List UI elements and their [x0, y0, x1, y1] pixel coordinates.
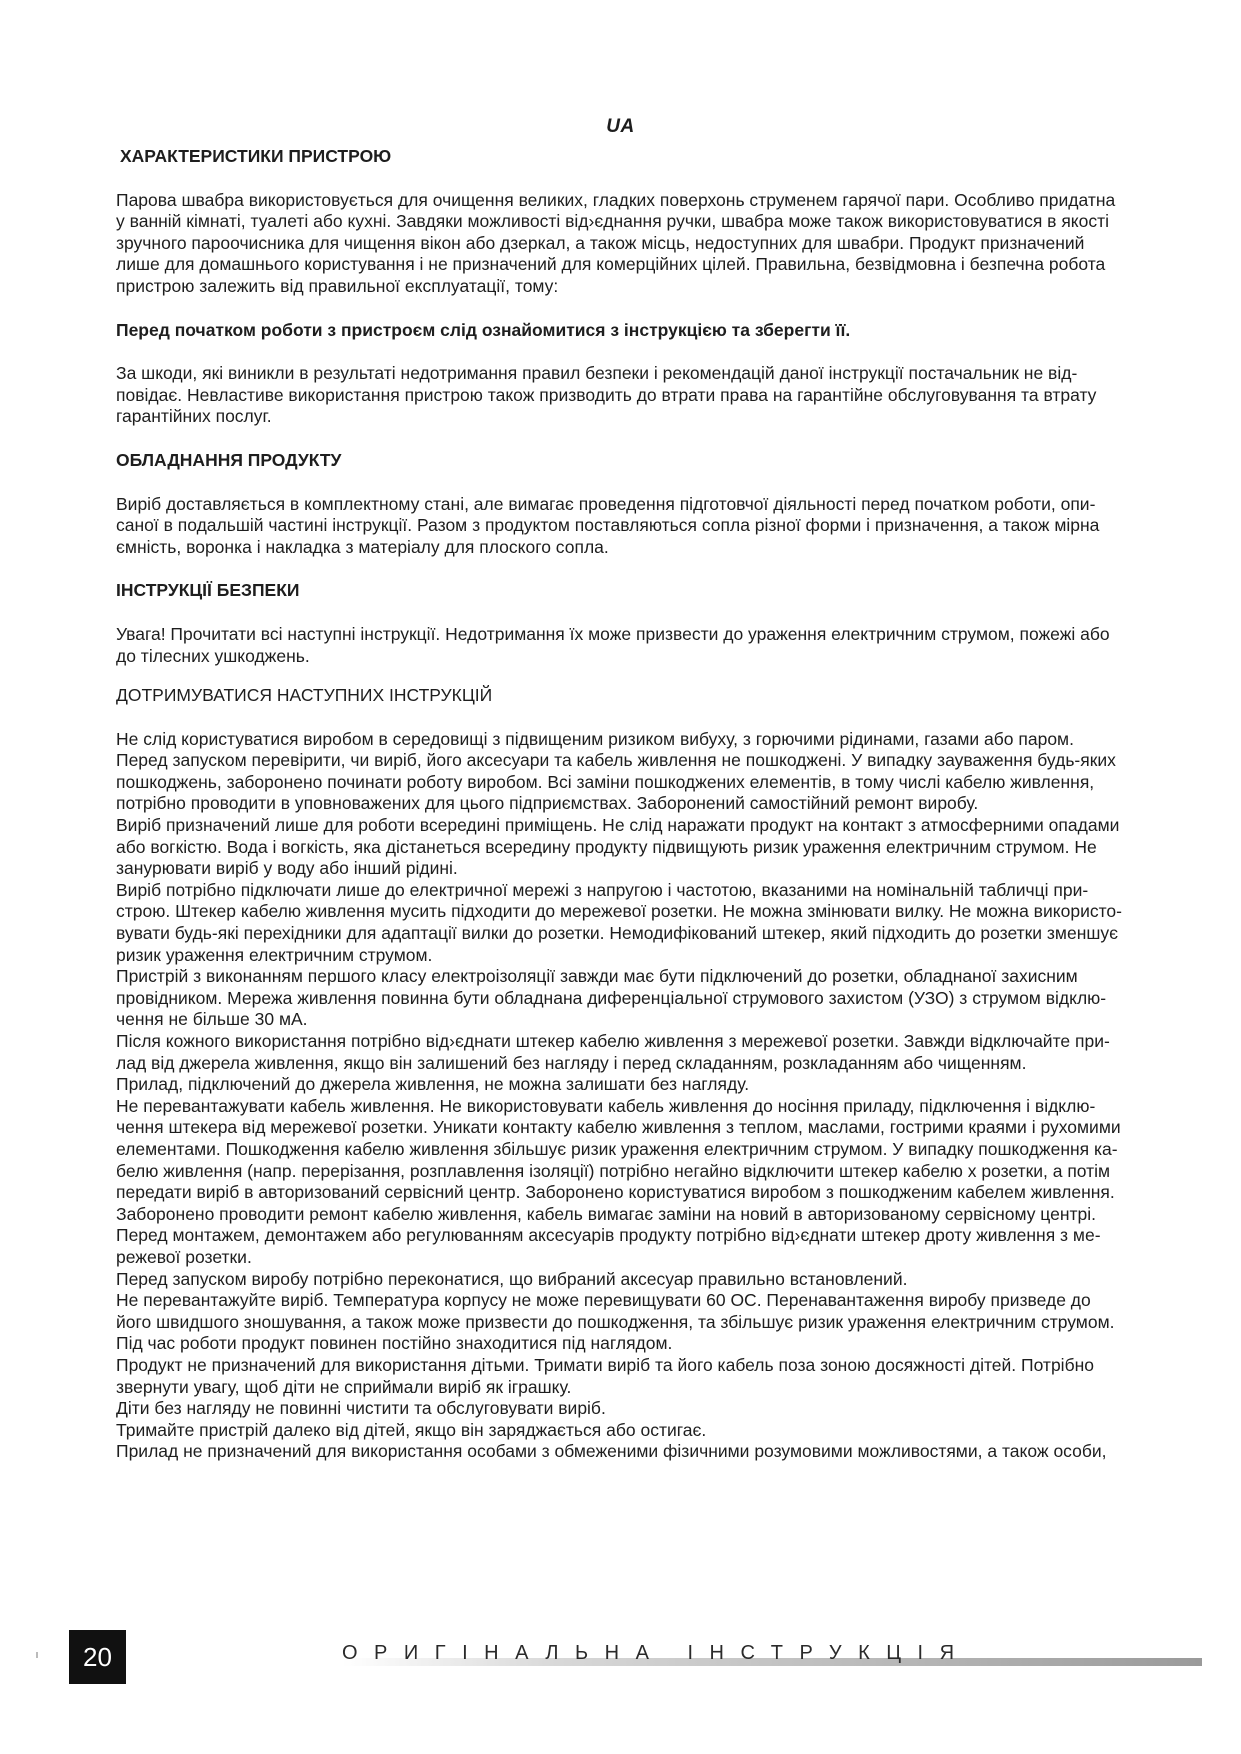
rule-line: вувати будь-які перехідники для адаптації вилки до розетки. Немодифікований штекер, який підходить до розетки зменшує — [116, 923, 1119, 944]
liability-paragraph — [116, 363, 1146, 428]
safety-subtitle: ДОТРИМУВАТИСЯ НАСТУПНИХ ІНСТРУКЦІЙ — [116, 685, 493, 706]
rule-line: його швидшого зношування, а також може призвести до пошкодження, та збільшує ризик ураження електричним струмом. — [116, 1311, 1115, 1332]
document-body — [116, 146, 1146, 1463]
text-line: Увага! Прочитати всі наступні інструкції. Недотримання їх може призвести до ураження електричним струмом, пожежі або — [116, 623, 1110, 644]
rule-line: Пристрій з виконанням першого класу електроізоляції завжди має бути підключений до розетки, обладнаної захисним — [116, 966, 1078, 987]
section-title-equipment: ОБЛАДНАННЯ ПРОДУКТУ — [116, 449, 342, 470]
rule-line: Виріб потрібно підключати лише до електричної мережі з напругою і частотою, вказаними на номінальній табличці при- — [116, 879, 1089, 900]
rule-line: Прилад не призначений для використання особами з обмеженими фізичними розумовими можливостями, а також особи, — [116, 1441, 1107, 1462]
text-line: Виріб доставляється в комплектному стані, але вимагає проведення підготовчої діяльності перед початком роботи, опи- — [116, 493, 1096, 514]
text-line: повідає. Невластиве використання пристрою також призводить до втрати права на гарантійне обслуговування та втрату — [116, 384, 1097, 405]
equipment-paragraph — [116, 494, 1146, 559]
rule-line: Після кожного використання потрібно від›єднати штекер кабелю живлення з мережевої розетки. Завжди відключайте при- — [116, 1031, 1110, 1051]
text-line: ємність, воронка і накладка з матеріалу для плоского сопла. — [116, 536, 609, 557]
rule-line: передати виріб в авторизований сервісний центр. Заборонено користуватися виробом з пошкодженим кабелем живлення. — [116, 1182, 1115, 1203]
rule-line: Виріб призначений лише для роботи всередині приміщень. Не слід наражати продукт на контакт з атмосферними опадами — [116, 815, 1120, 836]
rule-line: Прилад, підключений до джерела живлення, не можна залишати без нагляду. — [116, 1074, 750, 1095]
text-line: зручного пароочисника для чищення вікон або дзеркал, а також місць, недоступних для швабри. Продукт призначений — [116, 232, 1085, 253]
text-line: до тілесних ушкоджень. — [116, 645, 310, 666]
rule-line: строю. Штекер кабелю живлення мусить підходити до мережевої розетки. Не можна змінювати вилку. Не можна використо- — [116, 901, 1122, 922]
section-title-characteristics: ХАРАКТЕРИСТИКИ ПРИСТРОЮ — [120, 146, 392, 166]
text-line: пристрою залежить від правильної експлуатації, тому: — [116, 275, 559, 296]
read-instructions-note: Перед початком роботи з пристроєм слід ознайомитися з інструкцією та зберегти її. — [116, 319, 851, 340]
rule-line: Діти без нагляду не повинні чистити та обслуговувати виріб. — [116, 1398, 606, 1419]
rule-line: Перед запуском виробу потрібно переконатися, що вибраний аксесуар правильно встановлений. — [116, 1268, 908, 1289]
rule-line: лад від джерела живлення, якщо він залишений без нагляду і перед складанням, розкладанням або чищенням. — [116, 1052, 1027, 1073]
language-label: UA — [606, 116, 635, 137]
rule-line: Не слід користуватися виробом в середовищі з підвищеним ризиком вибуху, з горючими рідинами, газами або паром. — [116, 728, 1074, 749]
text-line: у ванній кімнаті, туалеті або кухні. Завдяки можливості від›єднання ручки, швабра може також використовуватися в якості — [116, 211, 1110, 232]
rule-line: елементами. Пошкодження кабелю живлення збільшує ризик ураження електричним струмом. У випадку пошкодження ка- — [116, 1138, 1118, 1159]
rule-line: пошкоджень, заборонено починати роботу виробом. Всі заміни пошкоджених елементів, в тому числі кабелю живлення, — [116, 771, 1095, 792]
rule-line: або вогкістю. Вода і вогкість, яка дістанеться всередину продукту підвищують ризик ураження електричним струмом. Не — [116, 836, 1097, 857]
text-line: гарантійних послуг. — [116, 406, 272, 427]
text-line: За шкоди, які виникли в результаті недотримання правил безпеки і рекомендацій даної інструкції постачальник не від- — [116, 363, 1078, 384]
footer-caption: ОРИГІНАЛЬНА ІНСТРУКЦІЯ — [342, 1642, 971, 1664]
warning-paragraph — [116, 624, 1146, 667]
rule-line: чення не більше 30 мА. — [116, 1009, 308, 1030]
rule-line: потрібно проводити в уповноважених для цього підприємствах. Заборонений самостійний ремонт виробу. — [116, 793, 979, 814]
rule-line: Не перевантажувати кабель живлення. Не використовувати кабель живлення до носіння приладу, підключення і відклю- — [116, 1095, 1096, 1116]
rule-line: чення штекера від мережевої розетки. Уникати контакту кабелю живлення з теплом, маслами, гострими краями і рухомими — [116, 1117, 1121, 1138]
rule-line: Тримайте пристрій далеко від дітей, якщо він заряджається або остигає. — [116, 1419, 707, 1440]
safety-rules — [116, 729, 1146, 1463]
rule-line: режевої розетки. — [116, 1246, 252, 1267]
characteristics-paragraph — [116, 190, 1146, 298]
rule-line: ризик ураження електричним струмом. — [116, 944, 433, 965]
text-line: Парова швабра використовується для очищення великих, гладких поверхонь струменем гарячої пари. Особливо придатна — [116, 189, 1116, 210]
text-line: лише для домашнього користування і не призначений для комерційних цілей. Правильна, безвідмовна і безпечна робота — [116, 254, 1106, 275]
margin-tick — [36, 1652, 38, 1658]
rule-line: Не перевантажуйте виріб. Температура корпусу не може перевищувати 60 ОС. Перенавантаження виробу призведе до — [116, 1290, 1091, 1311]
rule-line: провідником. Мережа живлення повинна бути обладнана диференціальної струмового захистом (УЗО) з струмом відклю- — [116, 987, 1107, 1008]
section-title-safety: ІНСТРУКЦІЇ БЕЗПЕКИ — [116, 580, 300, 601]
rule-line: занурювати виріб у воду або інший рідині. — [116, 858, 458, 879]
rule-line: белю живлення (напр. перерізання, розплавлення ізоляції) потрібно негайно відключити штекер кабелю х розетки, а потім — [116, 1160, 1111, 1181]
rule-line: Продукт не призначений для використання дітьми. Тримати виріб та його кабель поза зоною досяжності дітей. Потрібно — [116, 1354, 1094, 1375]
rule-line: Під час роботи продукт повинен постійно знаходитися під наглядом. — [116, 1333, 673, 1354]
text-line: саної в подальшій частині інструкції. Разом з продуктом поставляються сопла різної форми і призначення, а також мірна — [116, 515, 1100, 536]
rule-line: Заборонено проводити ремонт кабелю живлення, кабель вимагає заміни на новий в авторизованому сервісному центрі. — [116, 1203, 1097, 1224]
rule-line: звернути увагу, щоб діти не сприймали виріб як іграшку. — [116, 1376, 572, 1397]
rule-line: Перед монтажем, демонтажем або регулюванням аксесуарів продукту потрібно від›єднати штекер дроту живлення з ме- — [116, 1225, 1101, 1246]
page-number: 20 — [69, 1630, 126, 1684]
rule-line: Перед запуском перевірити, чи виріб, його аксесуари та кабель живлення не пошкоджені. У випадку зауваження будь-яких — [116, 750, 1116, 771]
